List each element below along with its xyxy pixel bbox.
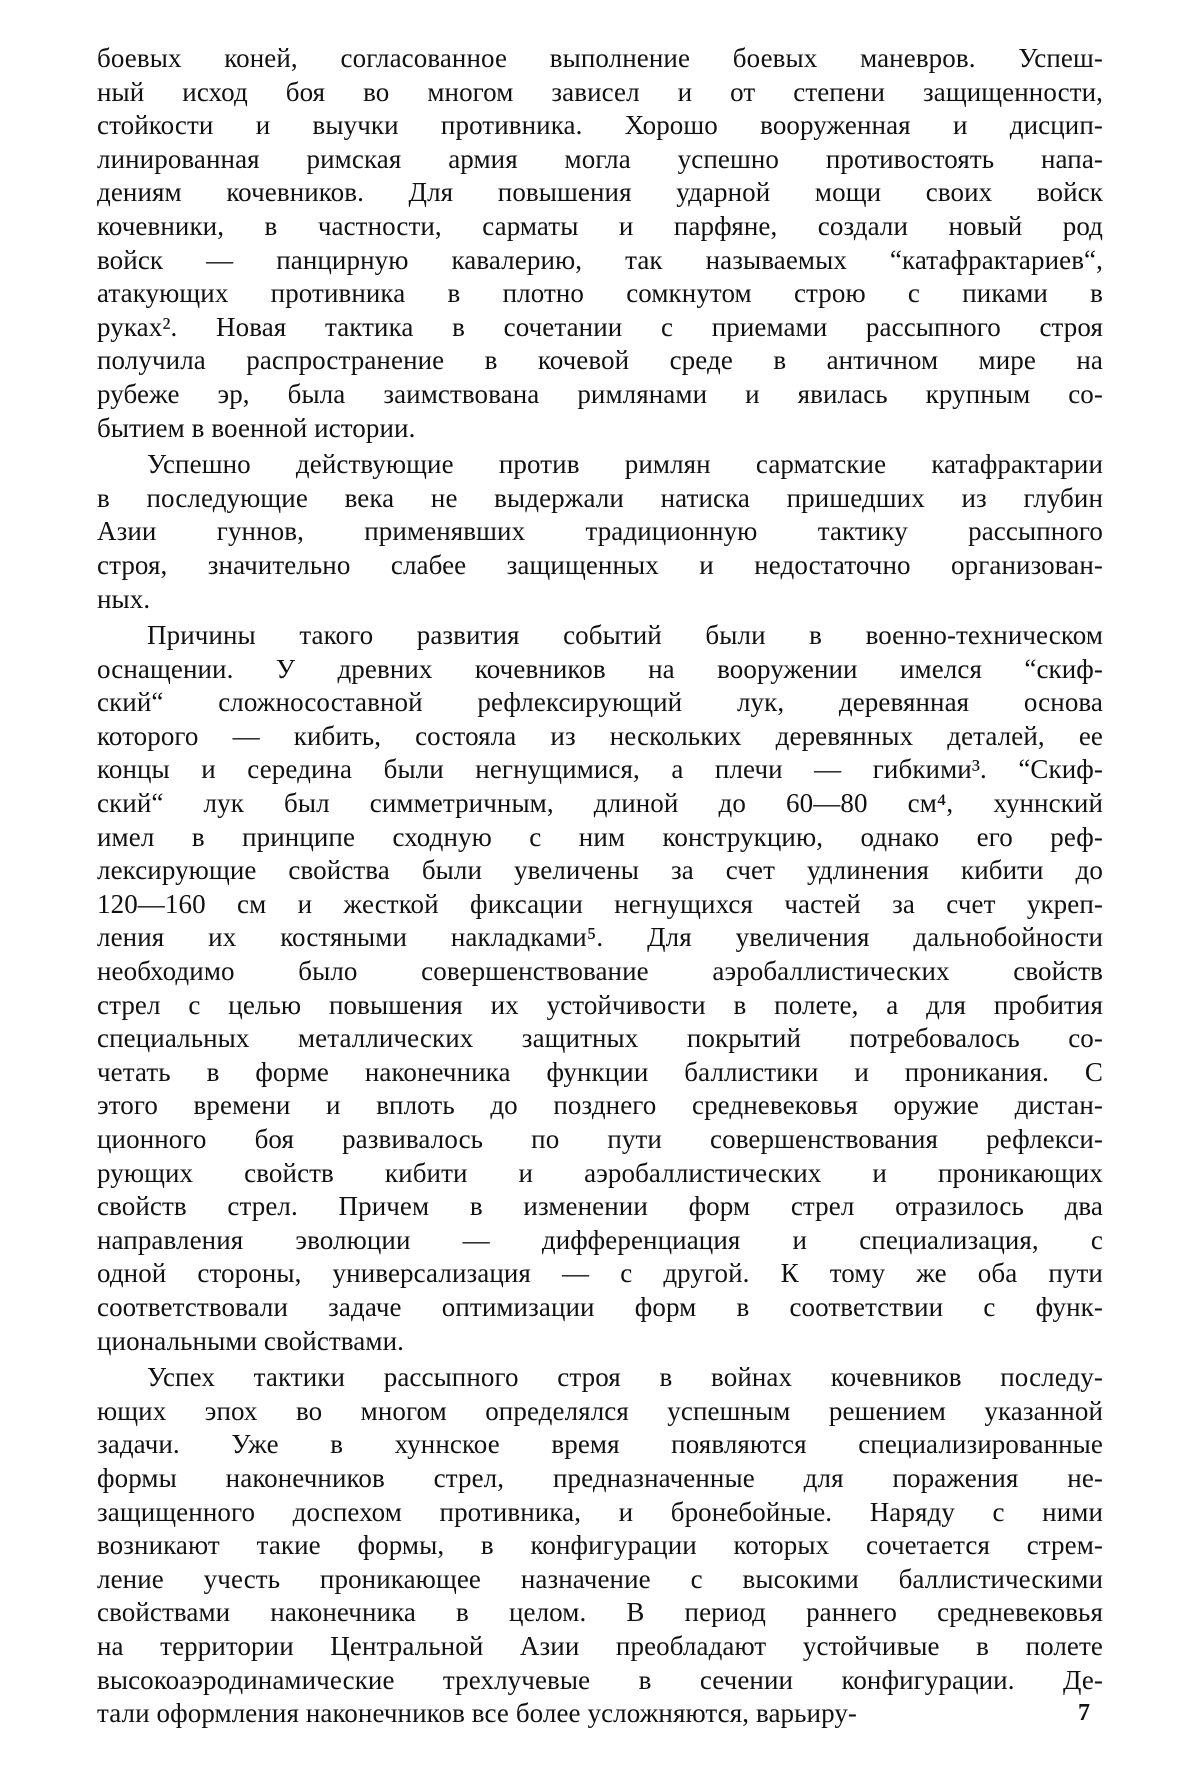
- text-line: строя, значительно слабее защищенных и недостаточно организован-: [97, 549, 1103, 580]
- text-line: концы и середина были негнущимися, а плечи — гибкими³. “Скиф-: [97, 754, 1103, 785]
- text-line: свойствами наконечника в целом. В период раннего средневековья: [97, 1597, 1103, 1628]
- text-line: имел в принципе сходную с ним конструкцию, однако его реф-: [97, 821, 1103, 852]
- text-line: высокоаэродинамические трехлучевые в сечении конфигурации. Де-: [97, 1664, 1103, 1695]
- text-line: ский“ сложносоставной рефлексирующий лук, деревянная основа: [97, 687, 1103, 718]
- text-line: тали оформления наконечников все более усложняются, варьиру-: [97, 1698, 858, 1729]
- text-line: 120—160 см и жесткой фиксации негнущихся частей за счет укреп-: [97, 888, 1103, 919]
- text-line: ный исход боя во многом зависел и от степени защищенности,: [97, 76, 1103, 107]
- text-line: оснащении. У древних кочевников на вооружении имелся “скиф-: [97, 653, 1103, 684]
- text-line: рубеже эр, была заимствована римлянами и явилась крупным со-: [97, 378, 1103, 409]
- text-line: Успех тактики рассыпного строя в войнах кочевников последу-: [147, 1362, 1103, 1393]
- text-line: свойств стрел. Причем в изменении форм стрел отразилось два: [97, 1191, 1103, 1222]
- page-body: [97, 42, 1103, 1731]
- text-line: ных.: [97, 583, 151, 614]
- text-line: лексирующие свойства были увеличены за счет удлинения кибити до: [97, 855, 1103, 886]
- paragraph: [97, 448, 1103, 616]
- paragraph: [97, 42, 1103, 445]
- text-line: соответствовали задаче оптимизации форм в соответствии с функ-: [97, 1291, 1103, 1322]
- text-line: необходимо было совершенствование аэробаллистических свойств: [97, 956, 1103, 987]
- paragraph: [97, 1361, 1103, 1731]
- text-line: четать в форме наконечника функции баллистики и проникания. С: [97, 1056, 1103, 1087]
- text-line: стрел с целью повышения их устойчивости в полете, а для пробития: [97, 989, 1103, 1020]
- text-line: ционного боя развивалось по пути совершенствования рефлекси-: [97, 1124, 1103, 1154]
- text-line: ление учесть проникающее назначение с высокими баллистическими: [97, 1563, 1103, 1594]
- text-line: задачи. Уже в хуннское время появляются специализированные: [97, 1429, 1103, 1460]
- text-line: Успешно действующие против римлян сарматские катафрактарии: [147, 449, 1103, 480]
- text-line: ский“ лук был симметричным, длиной до 60—80 см⁴, хуннский: [97, 788, 1103, 819]
- text-line: ления их костяными накладками⁵. Для увеличения дальнобойности: [97, 922, 1103, 953]
- text-line: на территории Центральной Азии преобладают устойчивые в полете: [97, 1630, 1103, 1661]
- text-line: атакующих противника в плотно сомкнутом строю с пиками в: [97, 278, 1103, 309]
- text-line: этого времени и вплоть до позднего средневековья оружие дистан-: [97, 1090, 1103, 1121]
- page-number: 7: [1078, 1700, 1090, 1726]
- text-line: руках². Новая тактика в сочетании с приемами рассыпного строя: [97, 311, 1103, 342]
- text-line: линированная римская армия могла успешно противостоять напа-: [97, 143, 1103, 174]
- text-line: защищенного доспехом противника, и бронебойные. Наряду с ними: [97, 1496, 1103, 1527]
- text-line: ющих эпох во многом определялся успешным решением указанной: [97, 1395, 1103, 1426]
- text-line: циональными свойствами.: [97, 1325, 404, 1356]
- text-line: получила распространение в кочевой среде в античном мире на: [97, 345, 1103, 376]
- text-line: формы наконечников стрел, предназначенные для поражения не-: [97, 1462, 1103, 1493]
- paragraph: [97, 619, 1103, 1358]
- text-line: дениям кочевников. Для повышения ударной мощи своих войск: [97, 177, 1103, 208]
- text-line: боевых коней, согласованное выполнение боевых маневров. Успеш-: [97, 43, 1103, 73]
- text-line: Азии гуннов, применявших традиционную тактику рассыпного: [97, 516, 1103, 547]
- text-line: бытием в военной истории.: [97, 412, 416, 443]
- text-line: специальных металлических защитных покрытий потребовалось со-: [97, 1023, 1103, 1054]
- text-line: которого — кибить, состояла из нескольких деревянных деталей, ее: [97, 720, 1103, 751]
- text-line: Причины такого развития событий были в военно-техническом: [147, 620, 1103, 651]
- text-line: стойкости и выучки противника. Хорошо вооруженная и дисцип-: [97, 110, 1103, 141]
- text-line: в последующие века не выдержали натиска пришедших из глубин: [97, 482, 1103, 513]
- text-line: кочевники, в частности, сарматы и парфяне, создали новый род: [97, 210, 1103, 241]
- text-line: возникают такие формы, в конфигурации которых сочетается стрем-: [97, 1530, 1103, 1561]
- text-line: направления эволюции — дифференциация и специализация, с: [97, 1224, 1103, 1255]
- text-line: одной стороны, универсализация — с другой. К тому же оба пути: [97, 1258, 1103, 1289]
- text-line: рующих свойств кибити и аэробаллистических и проникающих: [97, 1157, 1103, 1188]
- text-line: войск — панцирную кавалерию, так называемых “катафрактариев“,: [97, 244, 1103, 275]
